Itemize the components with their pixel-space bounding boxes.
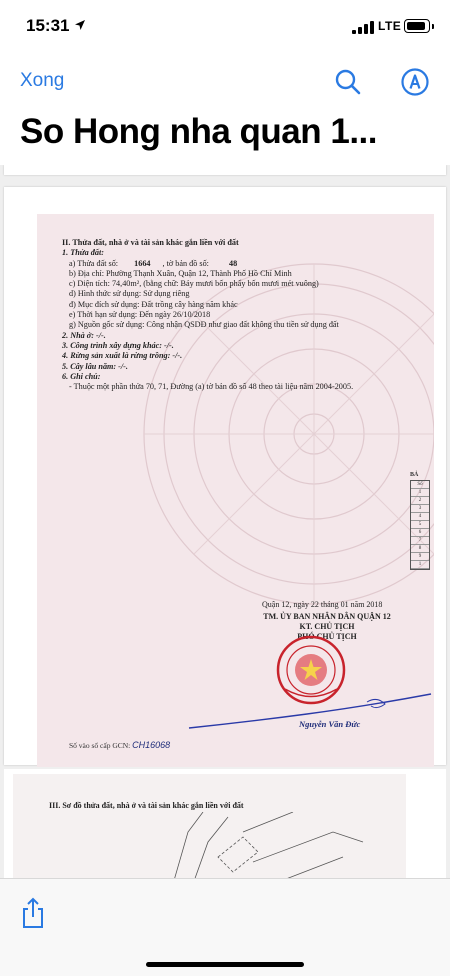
table-heading: BẢ <box>410 472 419 478</box>
term-line: e) Thời hạn sử dụng: Đến ngày 26/10/2018 <box>69 310 211 320</box>
item-notes: 6. Ghi chú: <box>62 371 101 381</box>
status-time: 15:31 <box>26 16 70 35</box>
item-parcel: 1. Thửa đất: <box>62 248 104 258</box>
section-heading: II. Thửa đất, nhà ở và tài sản khác gắn liền với đất <box>62 238 239 247</box>
table-row: 1 <box>411 561 429 569</box>
table-row: 5 <box>411 521 429 529</box>
table-row: 4 <box>411 513 429 521</box>
table-row: Số <box>411 481 429 489</box>
scanned-certificate <box>37 214 434 767</box>
certificate-text <box>62 238 432 392</box>
status-bar <box>0 0 450 50</box>
origin-line: g) Nguồn gốc sử dụng: Công nhận QSDĐ như giao đất không thu tiền sử dụng đất <box>69 320 339 330</box>
purpose-line: đ) Mục đích sử dụng: Đất trồng cây hàng năm khác <box>69 299 238 309</box>
table-rows <box>410 480 430 570</box>
next-page[interactable] <box>4 769 446 878</box>
battery-icon <box>404 19 430 33</box>
previous-page-edge <box>4 165 446 175</box>
registration-label: Số vào sổ cấp GCN: <box>69 741 131 750</box>
table-row: 3 <box>411 505 429 513</box>
location-arrow-icon <box>74 19 86 31</box>
address-line: b) Địa chỉ: Phường Thạnh Xuân, Quận 12, Thành Phố Hồ Chí Minh <box>69 268 292 278</box>
scanned-map-page <box>13 774 406 878</box>
authority-title: PHÓ CHỦ TỊCH <box>297 632 357 641</box>
bottom-toolbar <box>0 878 450 976</box>
certificate-page[interactable] <box>4 187 446 765</box>
issue-date: Quận 12, ngày 22 tháng 01 năm 2018 <box>262 600 383 609</box>
table-row: 9 <box>411 553 429 561</box>
document-viewer[interactable] <box>0 165 450 878</box>
map-sheet-number: 48 <box>229 258 238 268</box>
item-forest: 4. Rừng sản xuất là rừng trồng: -/-. <box>62 351 183 361</box>
map-sheet-label: , tờ bản đồ số: <box>162 258 209 268</box>
signer-name: Nguyễn Văn Đức <box>299 719 361 729</box>
area-line: c) Diện tích: 74,40m², (bằng chữ: Bảy mươi bốn phẩy bốn mươi mét vuông) <box>69 279 319 289</box>
navigation-bar <box>0 60 450 104</box>
registration-value: CH16068 <box>132 740 171 750</box>
document-title: So Hong nha quan 1... <box>20 112 377 151</box>
parcel-map <box>133 812 383 878</box>
parcel-number-line <box>62 259 432 269</box>
network-type: LTE <box>378 19 402 33</box>
table-row: 6 <box>411 529 429 537</box>
cellular-signal-icon <box>352 21 374 34</box>
notes-text: - Thuộc một phần thửa 70, 71, Đường (a) tờ bản đồ số 48 theo tài liệu năm 2004-2005. <box>69 382 354 392</box>
search-icon[interactable] <box>334 68 362 96</box>
parcel-number: 1664 <box>134 258 151 268</box>
item-perennial: 5. Cây lâu năm: -/-. <box>62 361 128 371</box>
table-row: 1 <box>411 489 429 497</box>
authority-kt: KT. CHỦ TỊCH <box>299 622 355 631</box>
authority-name: TM. ỦY BAN NHÂN DÂN QUẬN 12 <box>263 612 391 621</box>
table-row: 8 <box>411 545 429 553</box>
markup-icon[interactable] <box>400 67 430 97</box>
parcel-number-label: a) Thửa đất số: <box>69 258 119 268</box>
item-construction: 3. Công trình xây dựng khác: -/-. <box>62 340 174 350</box>
item-house: 2. Nhà ở: -/-. <box>62 330 106 340</box>
changes-table <box>410 472 430 570</box>
table-row: 2 <box>411 497 429 505</box>
registration-number <box>69 740 170 750</box>
usage-form-line: d) Hình thức sử dụng: Sử dụng riêng <box>69 289 190 299</box>
section3-heading: III. Sơ đồ thửa đất, nhà ở và tài sản khác gắn liền với đất <box>49 801 244 810</box>
done-button[interactable]: Xong <box>20 70 65 91</box>
home-indicator <box>146 962 304 967</box>
table-row: 7 <box>411 537 429 545</box>
share-icon[interactable] <box>20 897 46 929</box>
